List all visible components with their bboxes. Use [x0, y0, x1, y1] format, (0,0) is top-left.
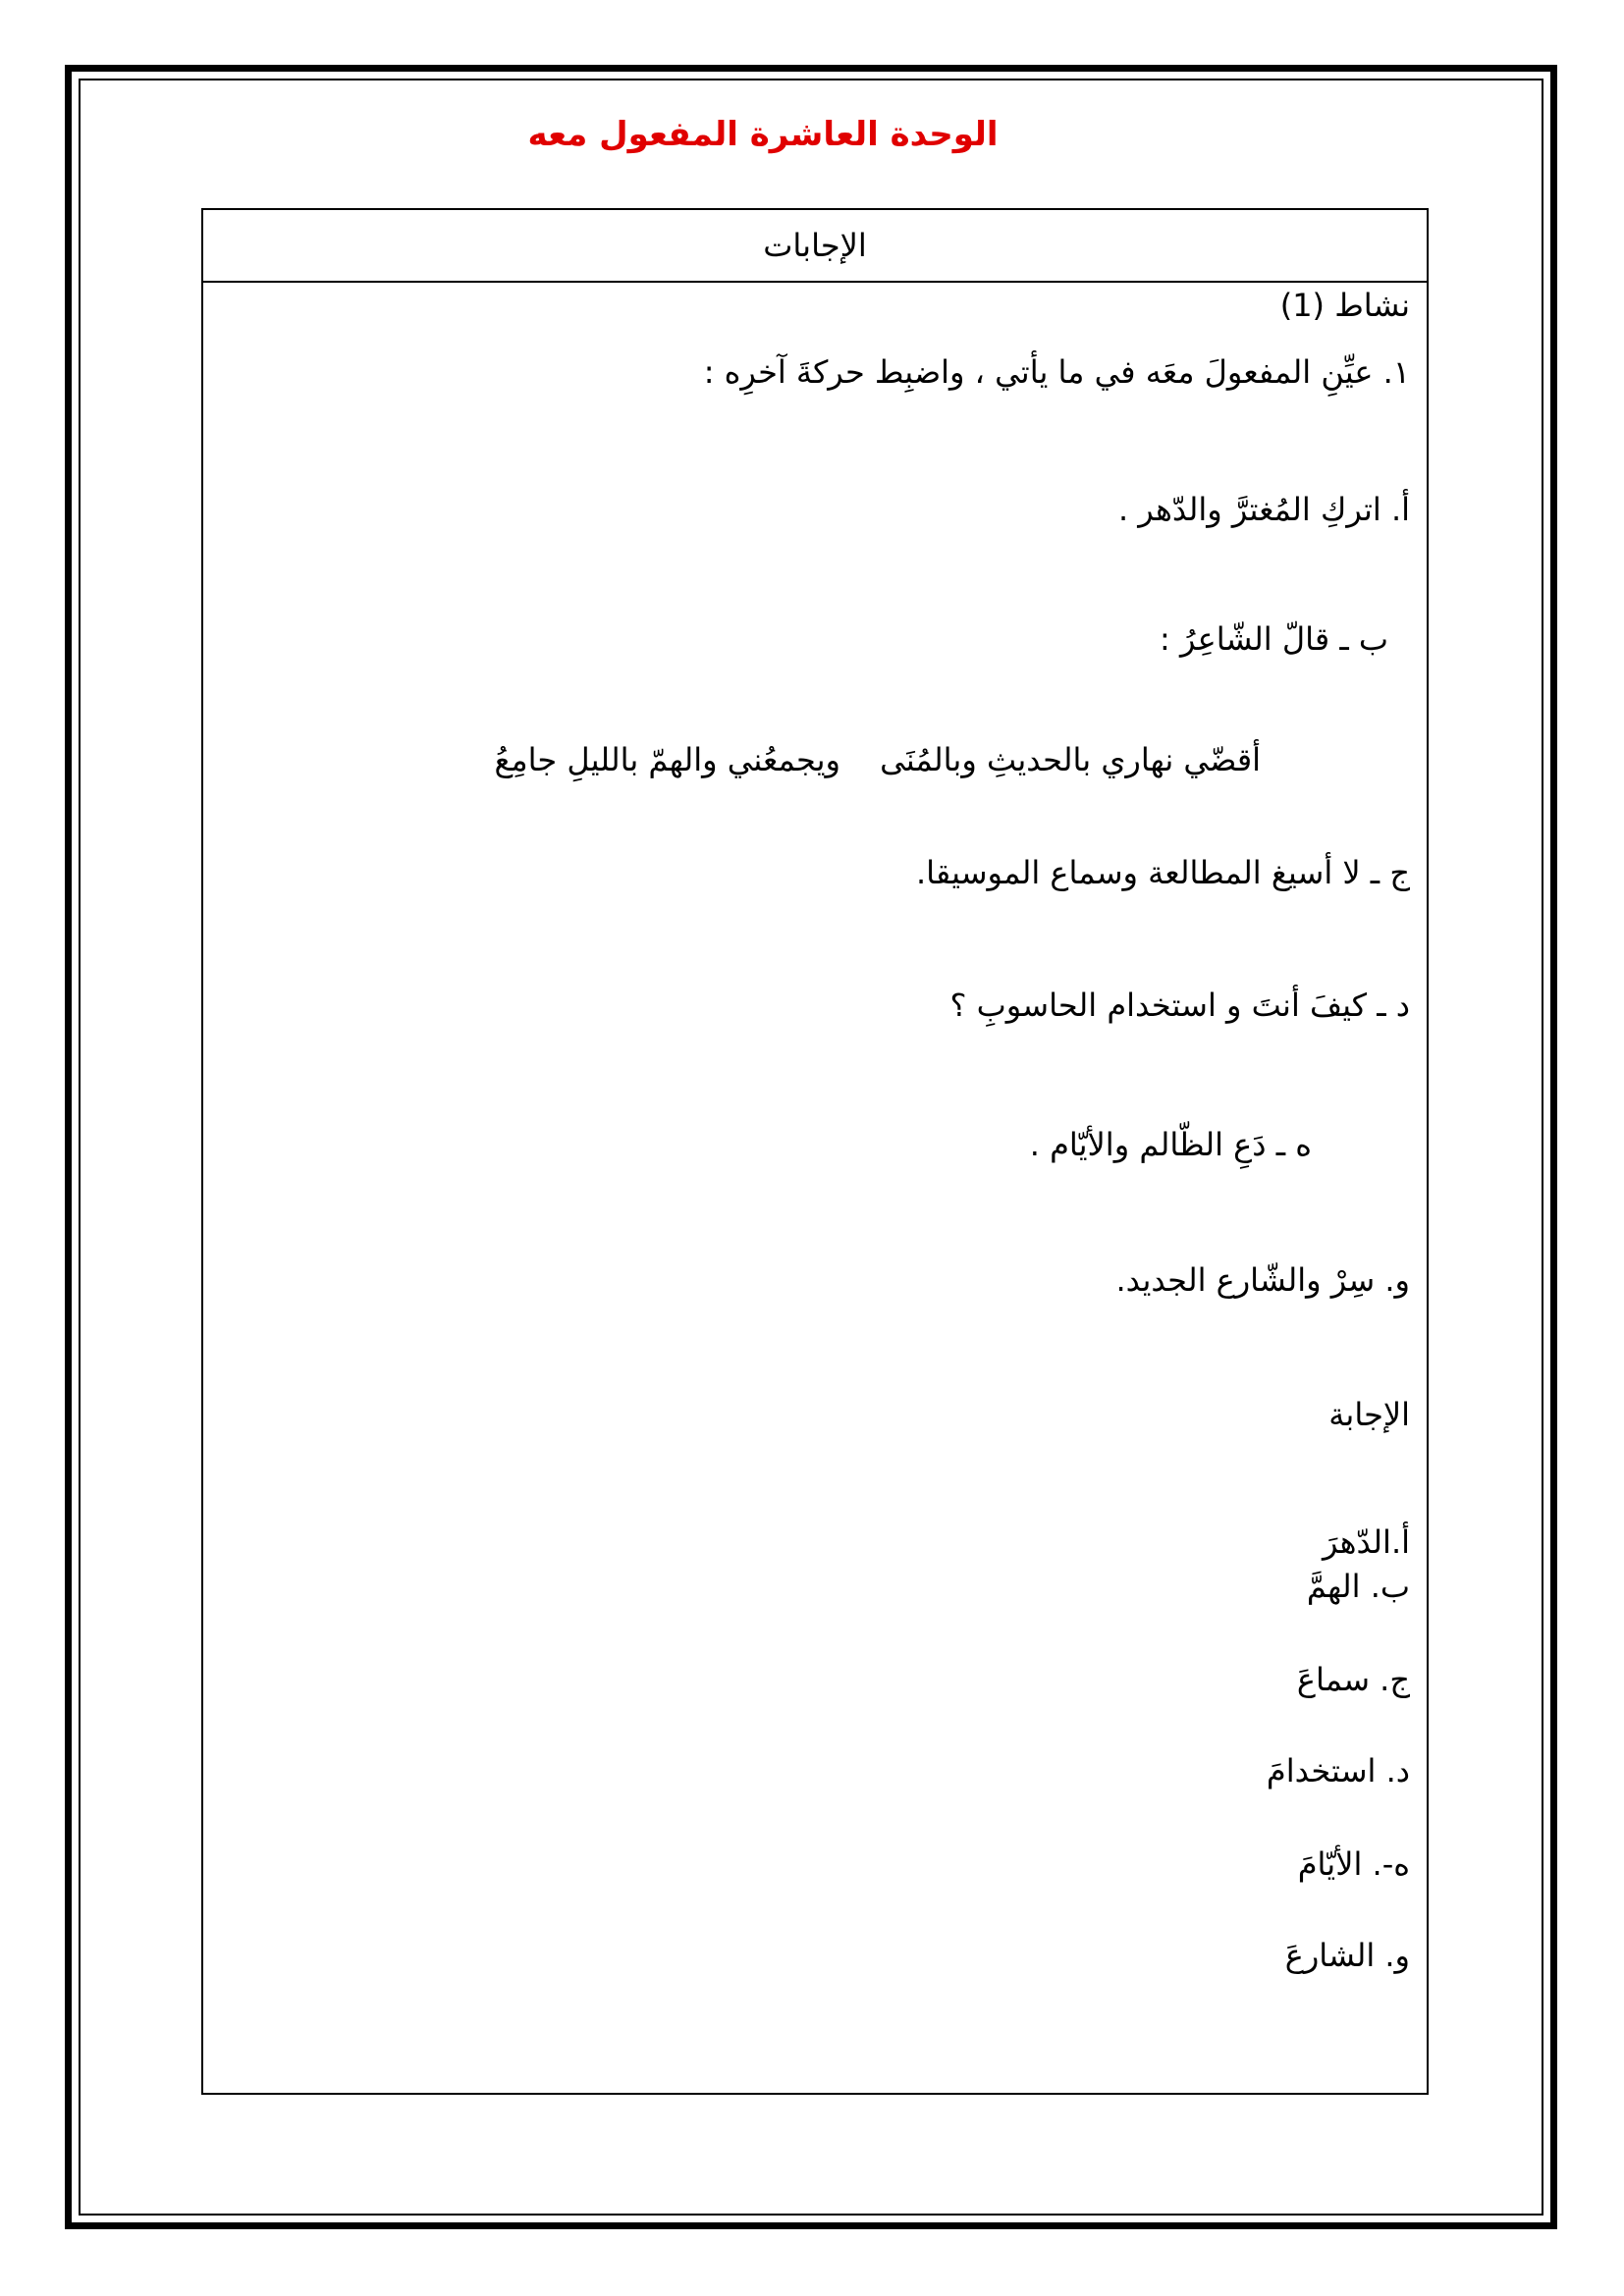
item-c: ج ـ لا أسيغ المطالعة وسماع الموسيقا. [915, 854, 1410, 891]
answers-header-label: الإجابات [763, 227, 867, 264]
verse-first-hemistich: أقضّي نهاري بالحديثِ وبالمُنَى [880, 741, 1261, 778]
content-box [201, 281, 1429, 2095]
item-e: ه ـ دَعِ الظّالم والأيّام . [1029, 1126, 1312, 1163]
answer-a: أ.الدّهرَ [1322, 1523, 1410, 1561]
answer-c: ج. سماعَ [1296, 1661, 1410, 1698]
activity-label: نشاط (1) [1279, 287, 1410, 324]
item-b-label: ب ـ قالّ الشّاعِرُ : [1160, 620, 1388, 658]
answer-heading: الإجابة [1328, 1396, 1410, 1433]
answers-header [201, 208, 1429, 283]
item-d: د ـ كيفَ أنتَ و استخدام الحاسوبِ ؟ [949, 987, 1410, 1024]
unit-title: الوحدة العاشرة المفعول معه [527, 115, 999, 154]
item-f: و. سِرْ والشّارع الجديد. [1115, 1261, 1410, 1299]
verse-second-hemistich: ويجمعُني والهمّ بالليلِ جامِعُ [494, 741, 840, 778]
answer-e: ه-. الأيّامَ [1297, 1845, 1410, 1883]
answer-b: ب. الهمَّ [1306, 1568, 1410, 1605]
question-text: ١. عيِّنِ المفعولَ معَه في ما يأتي ، واضبِط حركةَ آخرِه : [703, 353, 1410, 391]
answer-f: و. الشارعَ [1284, 1937, 1410, 1974]
answer-d: د. استخدامَ [1266, 1752, 1410, 1789]
item-a: أ. اتركِ المُغترَّ والدّهر . [1117, 491, 1410, 528]
